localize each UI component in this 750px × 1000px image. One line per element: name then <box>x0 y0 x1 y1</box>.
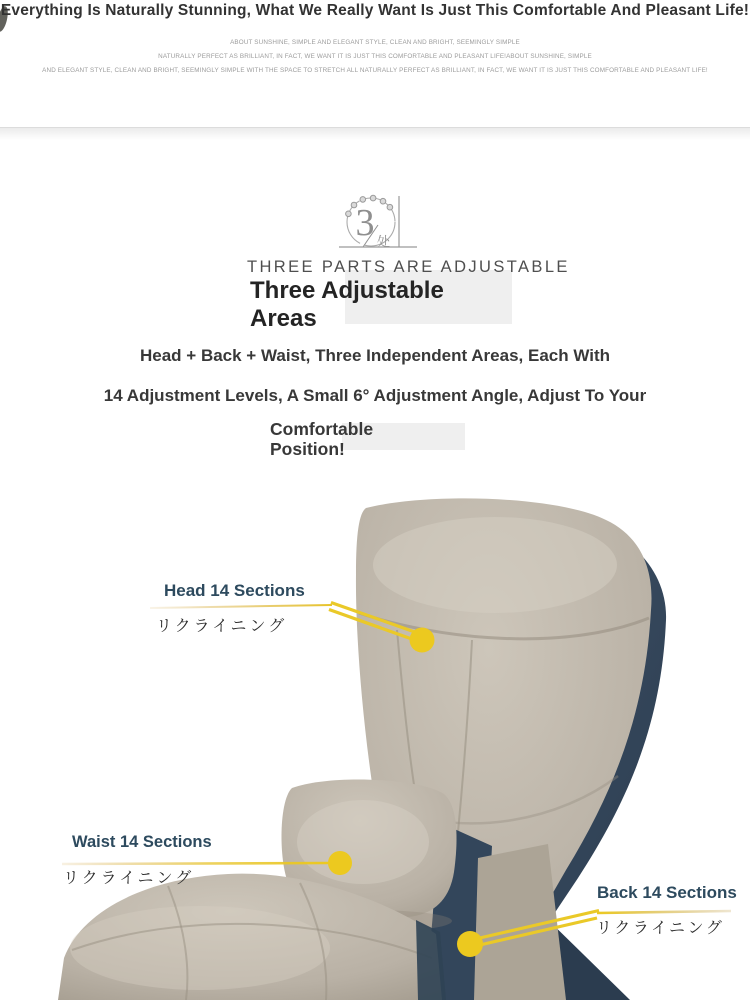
feature-title <box>250 277 444 332</box>
feature-title-line1: Three Adjustable <box>250 277 444 304</box>
waist-callout-dot <box>328 851 352 875</box>
badge-number: 3 <box>355 202 375 244</box>
three-places-badge-icon <box>325 188 425 252</box>
feature-body-line3 <box>270 420 373 459</box>
header-subtitle-line: ABOUT SUNSHINE, SIMPLE AND ELEGANT STYLE, CLEAN AND BRIGHT, SEEMINGLY SIMPLE <box>230 39 520 46</box>
feature-title-line2: Areas <box>250 304 317 332</box>
header-subtitle <box>0 36 750 78</box>
feature-body-line1: Head + Back + Waist, Three Independent Areas, Each With <box>140 346 610 365</box>
chair-illustration <box>58 498 666 1000</box>
section-divider <box>0 127 750 140</box>
feature-body-line2: 14 Adjustment Levels, A Small 6° Adjustment Angle, Adjust To Your <box>103 386 647 405</box>
page-title: Everything Is Naturally Stunning, What We Really Want Is Just This Comfortable And Pleasant Life! <box>0 2 750 19</box>
head-callout-subtext: リクライニング <box>156 618 288 635</box>
waist-callout-label: Waist 14 Sections <box>72 833 212 851</box>
waist-callout-subtext: リクライニング <box>63 870 195 887</box>
header-subtitle-line: AND ELEGANT STYLE, CLEAN AND BRIGHT, SEEMINGLY SIMPLE WITH THE SPACE TO STRETCH ALL NATURALLY PERFECT AS BRILLIANT, IN FACT, WE WANT IT IS JUST THIS COMFORTABLE AND PLEASANT LIFE! <box>42 67 708 74</box>
back-callout-label: Back 14 Sections <box>597 883 737 902</box>
back-callout-subtext: リクライニング <box>596 920 725 937</box>
lumbar-highlight <box>297 800 429 884</box>
head-callout-label: Head 14 Sections <box>164 581 305 600</box>
back-callout-dot <box>457 931 483 957</box>
feature-kicker: THREE PARTS ARE ADJUSTABLE <box>247 258 570 276</box>
feature-body-line3b: Position! <box>270 438 345 459</box>
header-subtitle-line: NATURALLY PERFECT AS BRILLIANT, IN FACT, WE WANT IT IS JUST THIS COMFORTABLE AND PLEASANT LIFE!ABOUT SUNSHINE, SIMPLE <box>158 53 592 60</box>
badge-unit: 处 <box>377 234 391 249</box>
head-callout-dot <box>410 628 435 653</box>
feature-body-line3a: Comfortable <box>270 419 374 439</box>
headrest-highlight <box>373 517 617 613</box>
